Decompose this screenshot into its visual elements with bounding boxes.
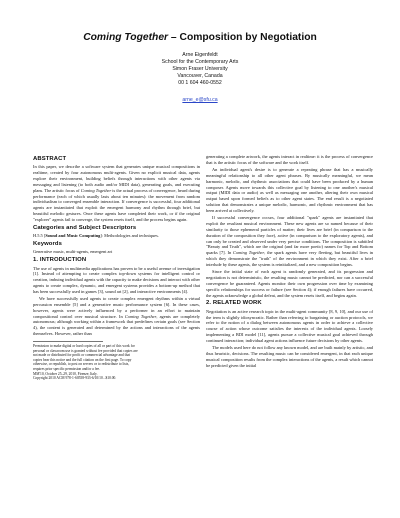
footnote-line: MM'10, October 25–29, 2010, Firenze, Italy. (33, 371, 98, 376)
footnote-line: requires prior specific permission and/or a fee. (33, 366, 100, 371)
abstract-text-italic: Coming Together (80, 187, 112, 193)
categories-rest: ]: Methodologies and techniques. (100, 233, 159, 239)
right-p3-b: , the spark agents have very fleeting, but beautiful lives in which they demonstrate the "truth" of the environment in which they exist. After a brief interlude by these agents, the system is reinitialized, and a new composition begins. (206, 250, 374, 267)
right-p3-a: If successful convergence occurs, four additional "spark" agents are instantiated that exploit the resultant musical environment. These new agents are so named because of their similarity to those ephemeral particles of matter; their lives are brief (in comparison to the duration of the composition they face), active (in comparison to the exploratory agents), and can only be created and observed under very precise conditions. The composition is subtitled "Beauty and Truth", which are the original (and far more poetic) names for Top and Bottom quarks [7]. In (206, 215, 373, 256)
intro-p2-b: , agents are completely autonomous; although working within a framework that predefines certain goals (see Section 4), the content is generated and determined by the actions and interactions of the agents themselves. However, rather than (33, 313, 200, 337)
right-column (206, 154, 373, 370)
author-email-line (0, 97, 400, 104)
footnote-line: not made or distributed for profit or commercial advantage and that (33, 353, 130, 358)
keywords-text: Generative music, multi-agents, emergent art (33, 249, 113, 255)
intro-p2-a: We have successfully used agents to create complex emergent rhythms within a virtual percussion ensemble [5] and a generative music performance system [6]. In these cases, however, agents were actively influenced by a performer in an effort to maintain compositional control over musical structure. In (33, 296, 200, 319)
footnote-rule (33, 341, 103, 342)
footnote-line: personal or classroom use is granted without fee provided that copies are (33, 348, 138, 353)
abstract-text-a: In this paper, we describe a software system that generates unique musical compositions in realtime, created by four autonomous multi-agents. Given no explicit musical data, agents explore their environment, building beliefs through interactions with other agents via messaging and listening (to both audio and/or MIDI data), generating goals, and executing plans. The artistic focus of (33, 164, 200, 193)
footnote-line: Copyright 2010 ACM 978-1-60558-933-6/10/10...$10.00. (33, 376, 117, 381)
right-paragraph-1: generating a complete artwork, the agents interact in realtime: it is the process of convergence that is the artistic focus of the software and the work itself. (206, 154, 373, 165)
author-name: Arne Eigenfeldt (182, 52, 218, 58)
right-paragraph-2: An individual agent's desire is to generate a repeating phrase that has a musically meaningful relationship to all other agent phrases. By musically meaningful, we mean harmonic, melodic, and rhythmic associations that could have been produced by a human composer. Agents move towards this collective goal by listening to one another's musical output (MIDI data or audio) as well as messaging one another, altering their own musical output based upon formed beliefs as to other agent states. The end result is a negotiated solution that demonstrates a unique melodic, harmonic, and rhythmic environment that has been arrived at collectively. (206, 167, 373, 213)
intro-paragraph-1: The use of agents in multimedia applications has proven to be a useful avenue of investigation [1]. Instead of attempting to create complex top-down systems for intelligent control or creation, imbuing individual agents with the capacity to make decisions and interact with other agents to create complex, dynamic, and emergent systems provides a bottom-up method that has been successfully used in games [3], sound art [2], and interactive environments [4]. (33, 265, 200, 294)
categories-name: Sound and Music Computing (45, 233, 101, 239)
footnote-line: Permission to make digital or hard copies of all or part of this work for (33, 344, 135, 349)
categories-code: H.5.5 [ (33, 233, 46, 239)
abstract-text (33, 164, 200, 222)
copyright-footnote (33, 344, 200, 381)
footnote-line: otherwise, or republish, to post on servers or to redistribute to lists, (33, 362, 130, 367)
paper-title (0, 32, 400, 43)
related-paragraph-2: The models used here do not follow any known model, and are built mainly by artistic, and thus heuristic, decisions. The resulting music can be considered emergent, in that each unique musical composition results from the complex interactions of the agents, a result which cannot be predicted given the initial (206, 345, 373, 368)
categories-text (33, 233, 200, 239)
author-affiliation-2: Simon Fraser University (172, 66, 228, 72)
title-italic: Coming Together (83, 32, 169, 43)
abstract-text-b: is the actual process of convergence, heard during performance (each of which usually lasts about ten minutes): the movement from random individualism to converged ensemble interaction. If convergence is successful, four additional agents are instantiated that exploit the emergent harmony and rhythm through brief, but beautiful melodic gestures. Once these agents have completed their work, or if the original "explorer" agents fail to converge, the system resets itself, and the process begins again. (33, 187, 201, 222)
right-paragraph-4: Since the initial state of each agent is randomly generated, and its progression and negotiation is not deterministic, the resulting music cannot be predicted, nor can a successful convergence be guaranteed. Agents monitor their own progression over time by examining specific relationships for success or failure (see Section 4); if enough failures have occurred, the agents acknowledge a global defeat, and the system resets itself, and begins again. (206, 269, 373, 298)
author-email-link[interactable]: arne_e@sfu.ca (182, 97, 218, 103)
left-column (33, 154, 200, 381)
author-phone: 00 1 604 460-0552 (178, 80, 222, 86)
right-paragraph-3 (206, 215, 373, 268)
abstract-heading: ABSTRACT (33, 156, 67, 162)
intro-p2-italic: Coming Together (124, 313, 157, 319)
related-paragraph-1: Negotiation is an active research topic in the multi-agent community [8, 9, 10], and our use of the term is slightly idiosyncratic. Rather than referring to bargaining or auction protocols, we refer to the notion of a dialog between autonomous agents in order to achieve a collective course of action whose outcome satisfies the interests of the individual agents. Loosely implementing a BDI model [11], agents pursue a collective musical goal achieved through continued interaction; individual agent actions influence future decisions by other agents. (206, 308, 373, 343)
footnote-line: copies bear this notice and the full citation on the first page. To copy (33, 357, 132, 362)
right-p3-italic: Coming Together (233, 250, 265, 256)
categories-heading: Categories and Subject Descriptors (33, 224, 137, 231)
intro-paragraph-2 (33, 296, 200, 337)
title-rest: – Composition by Negotiation (168, 32, 317, 43)
author-affiliation-1: School for the Contemporary Arts (161, 59, 239, 65)
author-location: Vancouver, Canada (177, 73, 223, 79)
keywords-heading: Keywords (33, 240, 62, 247)
related-work-heading: 2. RELATED WORK (206, 300, 262, 307)
introduction-heading: 1. INTRODUCTION (33, 257, 87, 264)
